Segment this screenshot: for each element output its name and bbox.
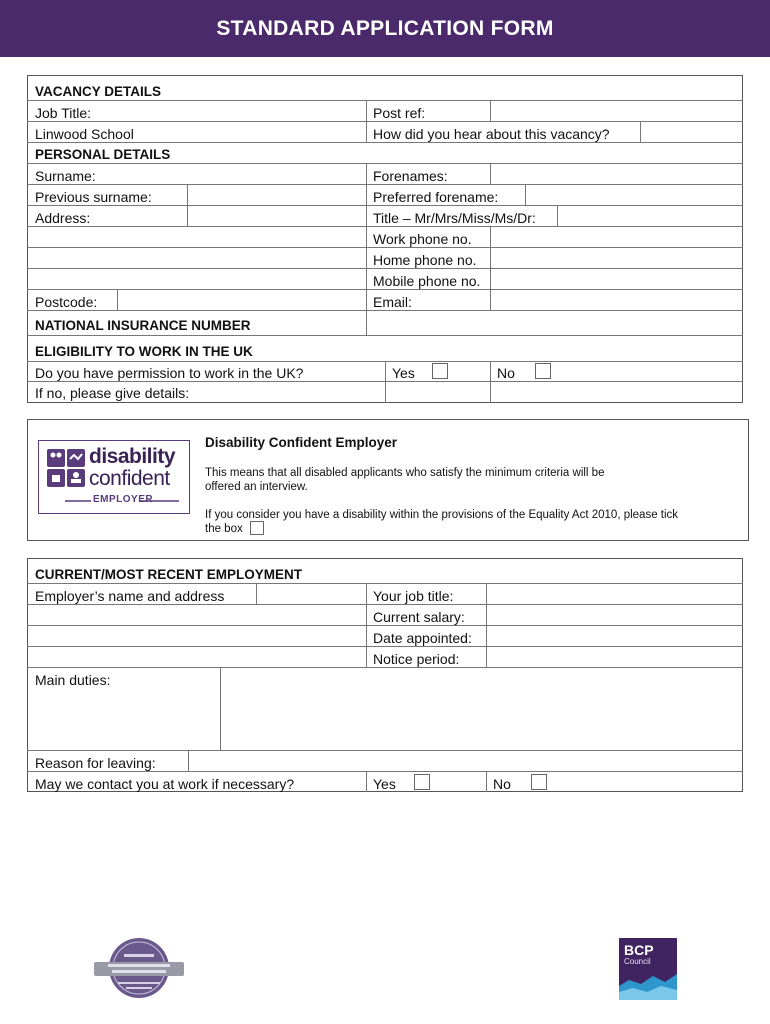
bcp-logo-text: BCP [624,942,654,958]
notice-period-label: Notice period: [373,651,460,667]
accreditation-badge [94,936,184,1000]
personal-section-title: PERSONAL DETAILS [35,147,171,162]
disability-text-line4: the box [205,523,243,535]
hear-about-label: How did you hear about this vacancy? [373,126,610,142]
forenames-label: Forenames: [373,168,448,184]
disability-confident-logo [38,440,190,514]
title-label: Title – Mr/Mrs/Miss/Ms/Dr: [373,210,536,226]
logo-word-disability: disability [89,445,176,468]
reason-leaving-label: Reason for leaving: [35,755,156,771]
contact-no-label: No [493,776,511,792]
school-name: Linwood School [35,126,134,142]
bcp-council-text: Council [624,957,651,966]
eligibility-no-checkbox[interactable] [535,363,551,379]
logo-word-employer: EMPLOYER [93,494,154,505]
main-duties-label: Main duties: [35,672,111,688]
disability-confident-title: Disability Confident Employer [205,435,398,450]
preferred-forename-label: Preferred forename: [373,189,499,205]
contact-yes-checkbox[interactable] [414,774,430,790]
eligibility-details-label: If no, please give details: [35,385,190,401]
eligibility-section-title: ELIGIBILITY TO WORK IN THE UK [35,344,253,359]
current-salary-label: Current salary: [373,609,465,625]
date-appointed-label: Date appointed: [373,630,472,646]
ni-section-title: NATIONAL INSURANCE NUMBER [35,318,251,333]
address-label: Address: [35,210,91,226]
contact-at-work-question: May we contact you at work if necessary? [35,776,295,792]
disability-text-line1: This means that all disabled applicants who satisfy the minimum criteria will be [205,467,605,479]
disability-text-line2: offered an interview. [205,481,308,493]
surname-label: Surname: [35,168,96,184]
eligibility-yes-label: Yes [392,365,415,381]
employment-section-title: CURRENT/MOST RECENT EMPLOYMENT [35,567,303,582]
work-phone-label: Work phone no. [373,231,472,247]
job-title-label: Job Title: [35,105,92,121]
work-permission-question: Do you have permission to work in the UK? [35,365,304,381]
postcode-label: Postcode: [35,294,98,310]
logo-word-confident: confident [89,467,170,490]
email-label: Email: [373,294,412,310]
contact-yes-label: Yes [373,776,396,792]
employer-name-label: Employer’s name and address [35,588,225,604]
contact-no-checkbox[interactable] [531,774,547,790]
form-header [0,0,770,57]
disability-text-line3: If you consider you have a disability within the provisions of the Equality Act 2010, please tick [205,509,679,521]
eligibility-no-label: No [497,365,515,381]
disability-checkbox[interactable] [250,521,264,535]
eligibility-yes-checkbox[interactable] [432,363,448,379]
bcp-council-logo [619,938,677,1000]
form-title: STANDARD APPLICATION FORM [216,16,554,40]
vacancy-section-title: VACANCY DETAILS [35,84,162,99]
mobile-phone-label: Mobile phone no. [373,273,481,289]
post-ref-label: Post ref: [373,105,426,121]
employment-job-title-label: Your job title: [373,588,454,604]
home-phone-label: Home phone no. [373,252,477,268]
previous-surname-label: Previous surname: [35,189,152,205]
